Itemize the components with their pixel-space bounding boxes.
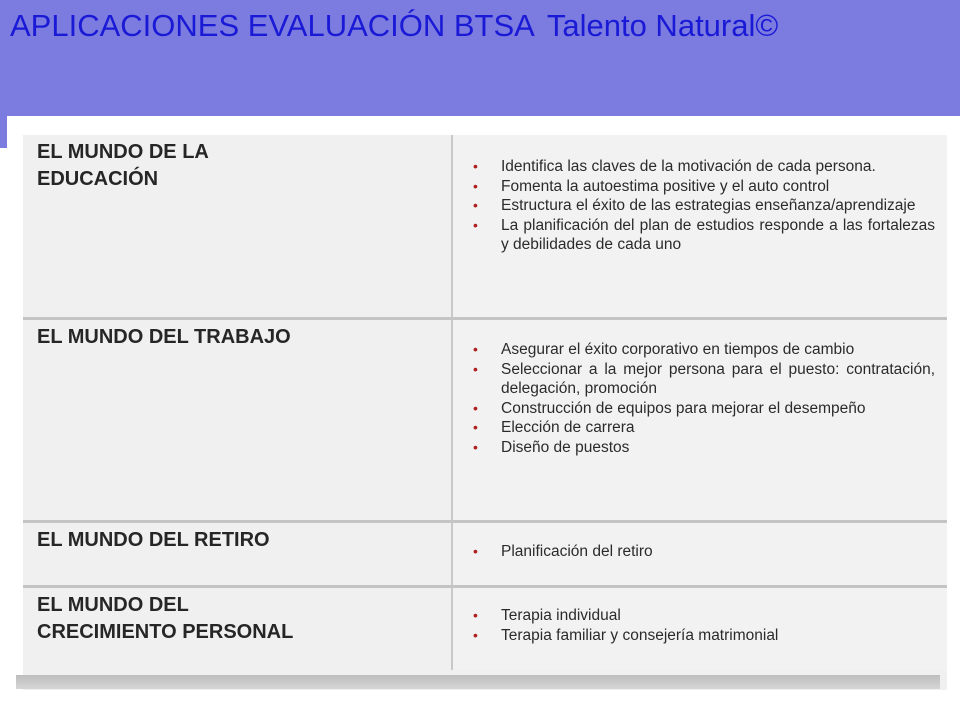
items-cell	[453, 588, 947, 670]
items-cell	[453, 523, 947, 585]
bullet-icon: •	[473, 607, 478, 623]
section-cell	[23, 135, 453, 317]
bullet-icon: •	[473, 360, 478, 377]
title-text: APLICACIONES EVALUACIÓN BTSA	[10, 8, 535, 43]
table-bottom-bar	[16, 675, 940, 689]
list-item: • Terapia individual	[473, 607, 621, 624]
applications-table	[23, 135, 947, 690]
bullet-list	[467, 157, 935, 255]
slide-title	[10, 8, 778, 44]
section-title: EL MUNDO DEL RETIRO	[37, 529, 270, 551]
bullet-icon: •	[473, 438, 478, 455]
bullet-icon: •	[473, 419, 478, 435]
bullet-icon: •	[473, 341, 478, 357]
table-row-work	[23, 320, 947, 520]
list-item: • Terapia familiar y consejería matrimonial	[473, 626, 779, 644]
section-title: EL MUNDO DEL CRECIMIENTO PERSONAL	[37, 594, 294, 643]
list-item: • Diseño de puestos	[473, 438, 630, 456]
bullet-icon: •	[473, 543, 478, 559]
list-item: • Fomenta la autoestima positive y el auto control	[473, 177, 830, 195]
bullet-icon: •	[473, 197, 478, 213]
bullet-icon: •	[473, 399, 478, 416]
items-cell	[453, 320, 947, 520]
brand-text: Talento Natural©	[546, 8, 779, 43]
list-item: • Seleccionar a la mejor persona para el puesto: contratación, delegación, promoción	[473, 360, 935, 397]
bullet-icon: •	[473, 158, 478, 174]
list-item: • Identifica las claves de la motivación de cada persona.	[473, 158, 876, 175]
bullet-list	[467, 542, 935, 562]
list-item: • Estructura el éxito de las estrategias enseñanza/aprendizaje	[473, 197, 916, 214]
section-cell	[23, 523, 453, 585]
bullet-icon: •	[473, 626, 478, 643]
table-row-education	[23, 135, 947, 317]
bullet-icon: •	[473, 216, 478, 233]
bullet-icon: •	[473, 177, 478, 194]
table-panel	[7, 116, 960, 720]
list-item: • Elección de carrera	[473, 419, 635, 436]
table-row-personal-growth	[23, 588, 947, 670]
section-title: EL MUNDO DE LA EDUCACIÓN	[37, 141, 209, 190]
list-item: • Asegurar el éxito corporativo en tiempos de cambio	[473, 341, 855, 358]
list-item: • Planificación del retiro	[473, 543, 653, 560]
items-cell	[453, 135, 947, 317]
bullet-list	[467, 606, 935, 645]
bullet-list	[467, 340, 935, 457]
list-item: • La planificación del plan de estudios responde a las fortalezas y debilidades de cada uno	[473, 216, 935, 253]
section-cell	[23, 588, 453, 670]
list-item: • Construcción de equipos para mejorar el desempeño	[473, 399, 866, 417]
section-cell	[23, 320, 453, 520]
table-row-retirement	[23, 523, 947, 585]
section-title: EL MUNDO DEL TRABAJO	[37, 326, 291, 348]
